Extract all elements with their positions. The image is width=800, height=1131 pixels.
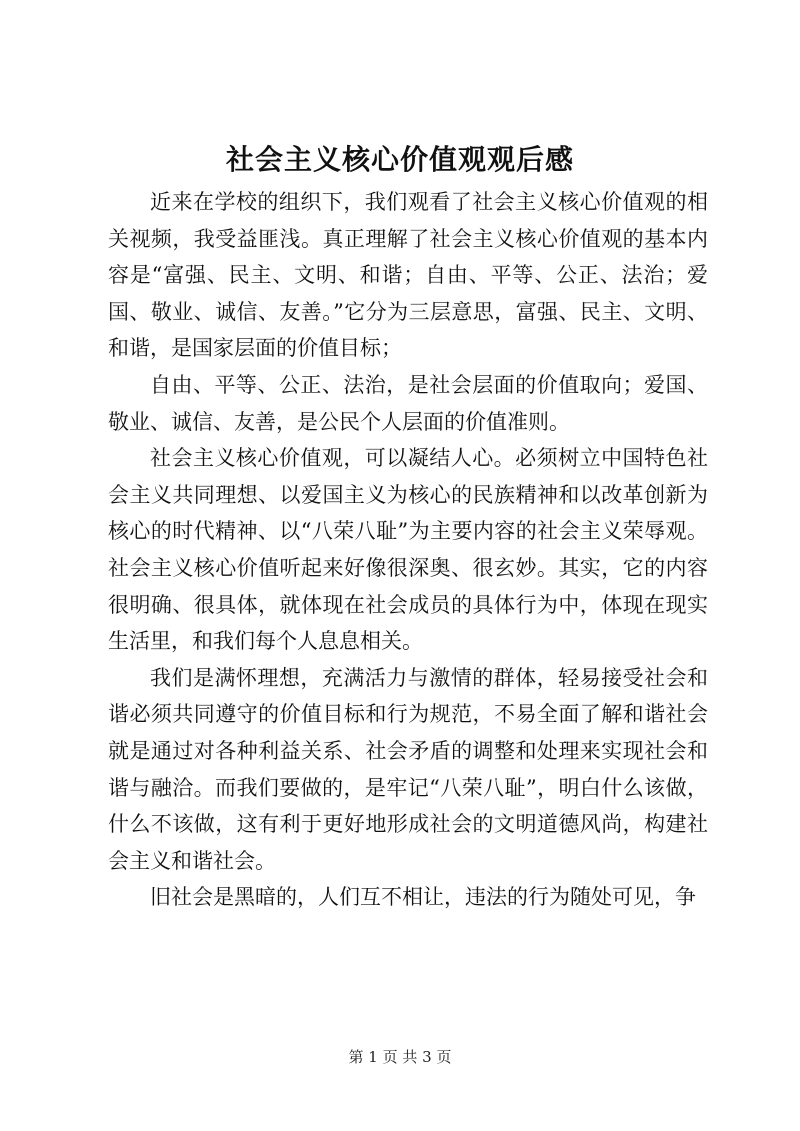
paragraph-1: 近来在学校的组织下，我们观看了社会主义核心价值观的相关视频，我受益匪浅。真正理解了社会主义核心价值观的基本内容是“富强、民主、文明、和谐；自由、平等、公正、法治；爱国、敬业、诚信、友善。”它分为三层意思，富强、民主、文明、和谐，是国家层面的价值目标；: [108, 190, 708, 361]
paragraph-5: 旧社会是黑暗的，人们互不相让，违法的行为随处可见，争: [150, 885, 696, 910]
document-title: 社会主义核心价值观观后感: [225, 143, 574, 176]
paragraph-3: 社会主义核心价值观，可以凝结人心。必须树立中国特色社会主义共同理想、以爱国主义为核心的民族精神和以改革创新为核心的时代精神、以“八荣八耻”为主要内容的社会主义荣辱观。社会主义核心价值听起来好像很深奥、很玄妙。其实，它的内容很明确、很具体，就体现在社会成员的具体行为中，体现在现实生活里，和我们每个人息息相关。: [108, 446, 708, 654]
document-body: [108, 184, 708, 916]
paragraph-2: 自由、平等、公正、法治，是社会层面的价值取向；爱国、敬业、诚信、友善，是公民个人层面的价值准则。: [108, 372, 708, 434]
page-number-footer: 第 1 页 共 3 页: [348, 1048, 452, 1066]
paragraph-4: 我们是满怀理想，充满活力与激情的群体，轻易接受社会和谐必须共同遵守的价值目标和行为规范，不易全面了解和谐社会就是通过对各种利益关系、社会矛盾的调整和处理来实现社会和谐与融洽。而我们要做的，是牢记“八荣八耻”，明白什么该做，什么不该做，这有利于更好地形成社会的文明道德风尚，构建社会主义和谐社会。: [108, 665, 708, 873]
